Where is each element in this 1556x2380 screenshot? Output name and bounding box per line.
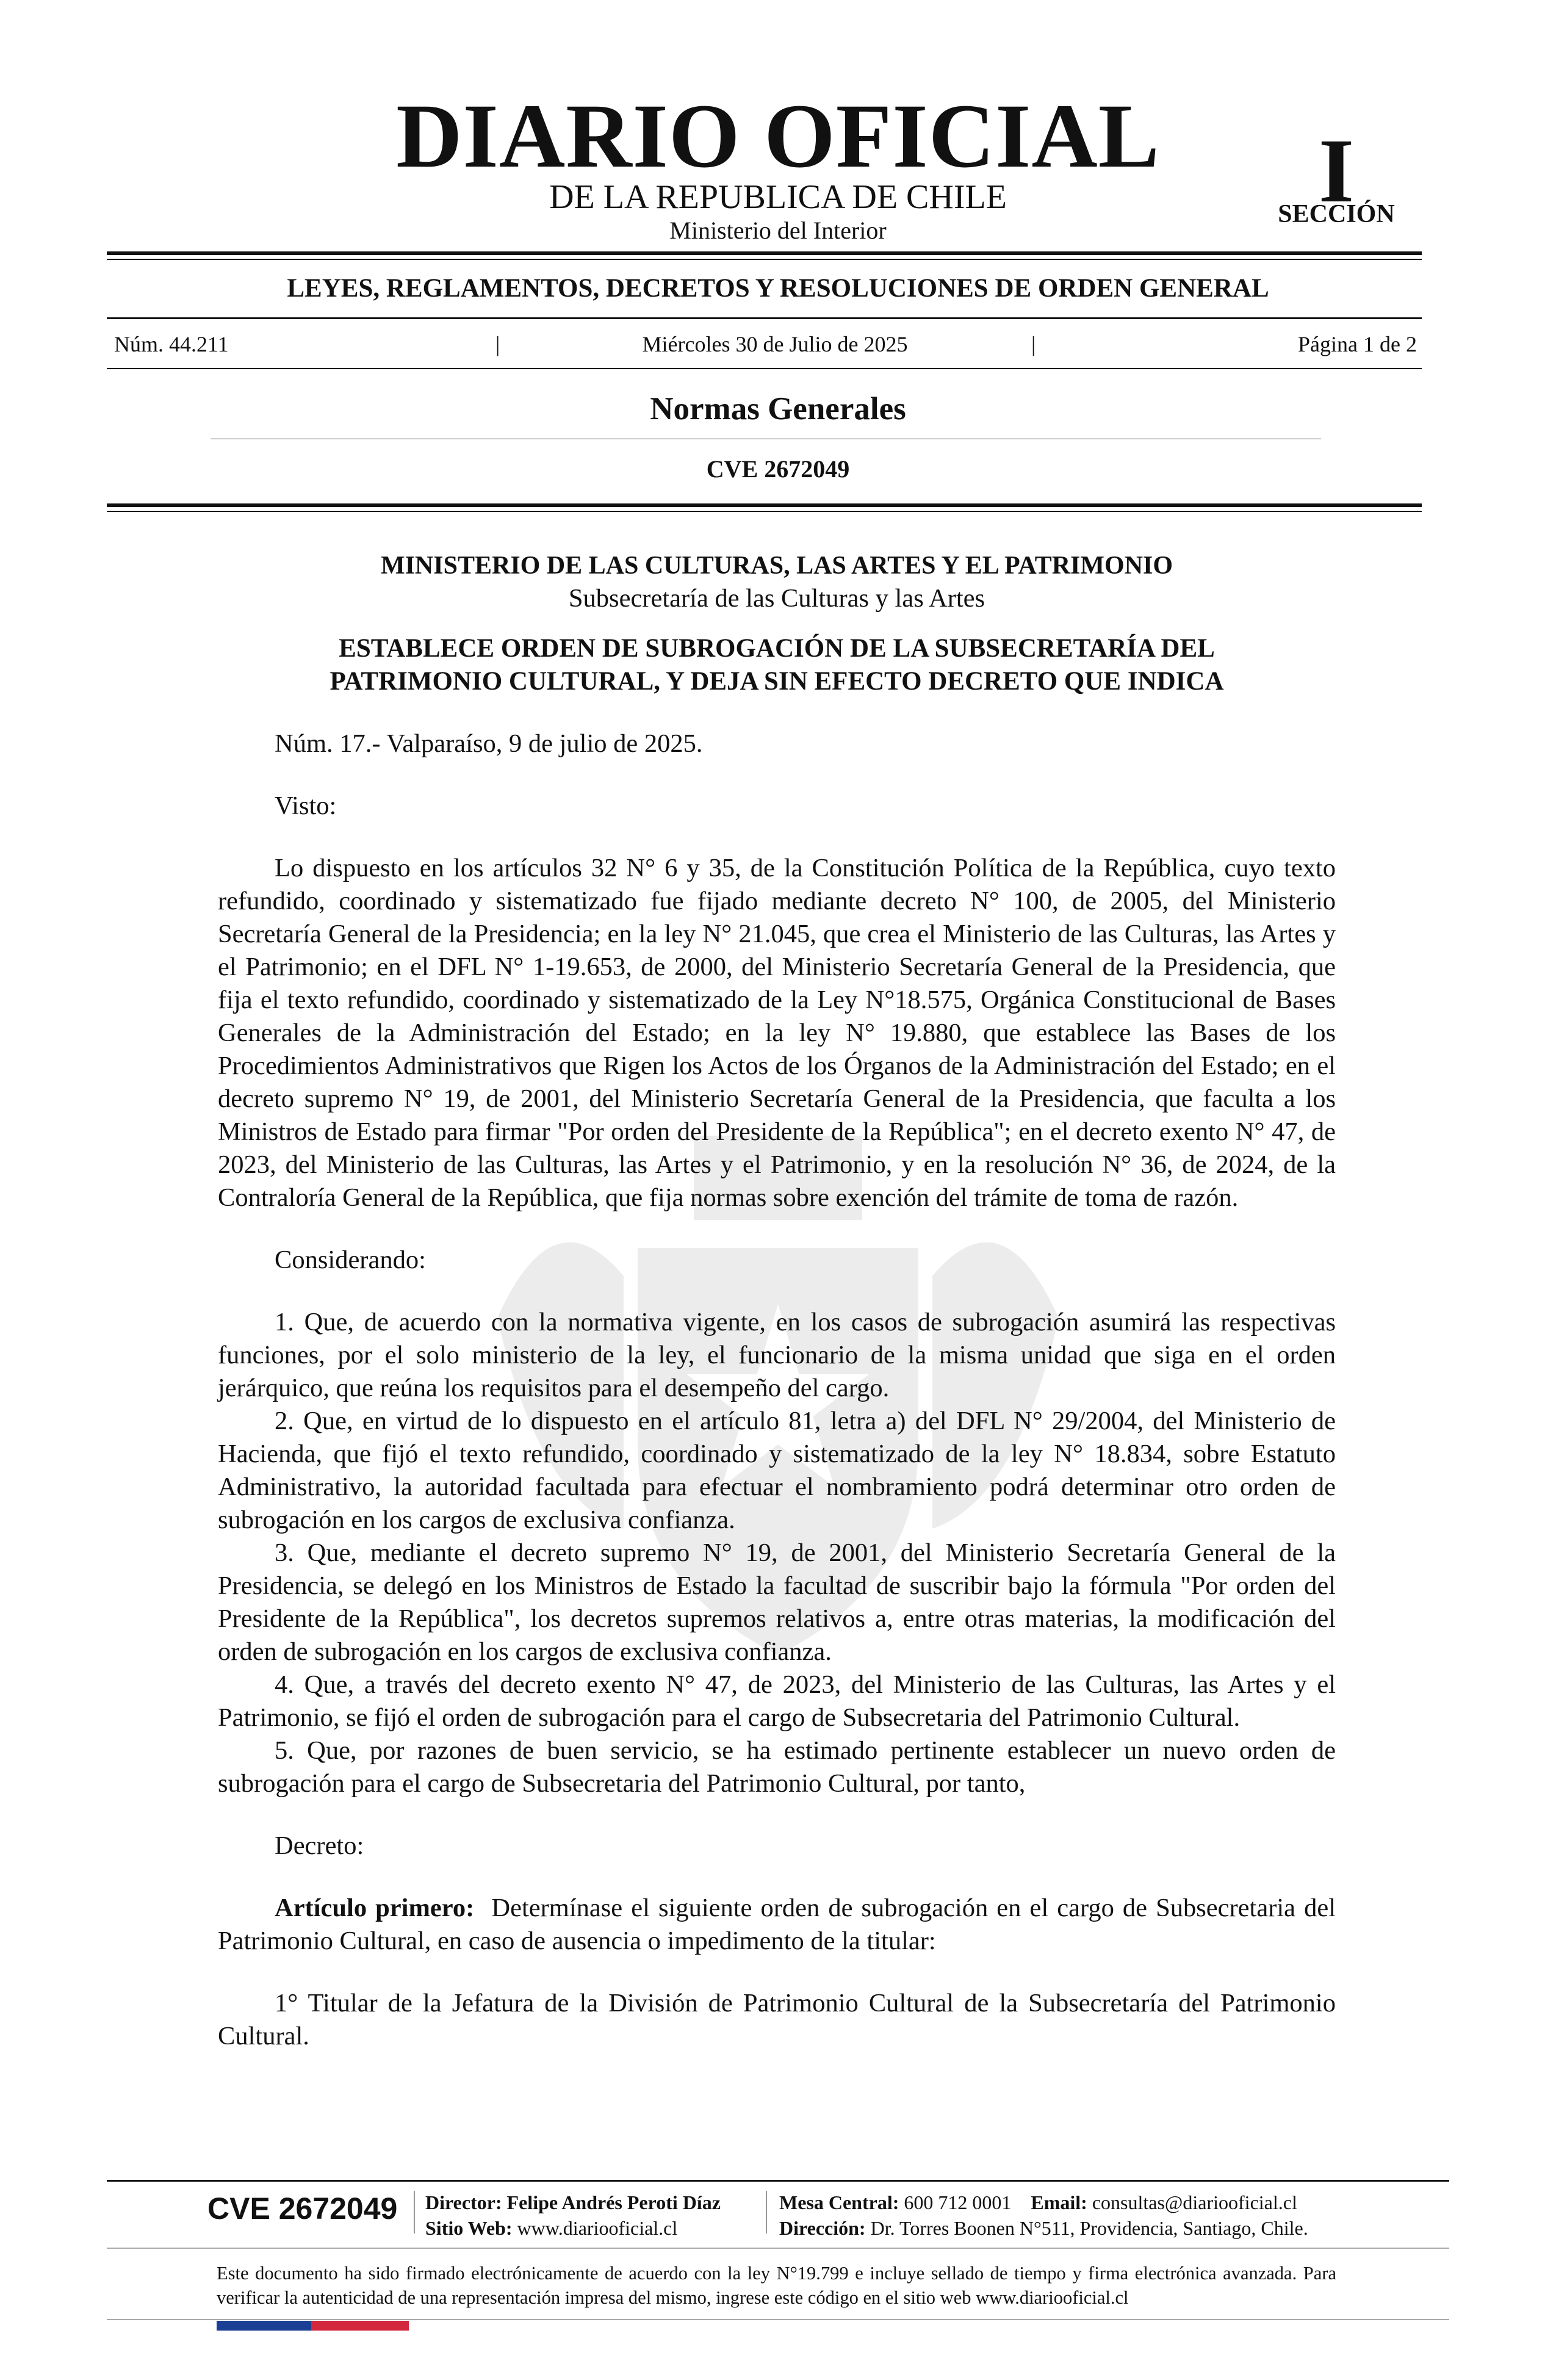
mesa-label: Mesa Central: <box>779 2191 899 2213</box>
section-number: I <box>1318 120 1355 222</box>
email-link[interactable]: consultas@diariooficial.cl <box>1092 2191 1297 2213</box>
address-label: Dirección: <box>779 2217 866 2239</box>
considerando-item: 2. Que, en virtud de lo dispuesto en el artículo 81, letra a) del DFL N° 29/2004, del Ministerio de Hacienda, que fijó el texto refundido, coordinado y sistematizado de la ley N° 18.834, sobre Estatuto Administrativo, la autoridad facultada para efectuar el nombramiento podrá determinar otro orden de subrogación en los cargos de exclusiva confianza. <box>218 1407 1336 1534</box>
address: Dr. Torres Boonen N°511, Providencia, Santiago, Chile. <box>870 2217 1308 2239</box>
considerando-label: Considerando: <box>275 1246 426 1274</box>
masthead-rule-top <box>107 251 1422 255</box>
page-number: Página 1 de 2 <box>1298 332 1417 356</box>
banner-rule <box>107 317 1422 319</box>
director-name: Felipe Andrés Peroti Díaz <box>506 2191 721 2213</box>
email-label: Email: <box>1031 2191 1087 2213</box>
mesa-phone: 600 712 0001 <box>904 2191 1012 2213</box>
footer-rule-bottom <box>107 2319 1449 2320</box>
footer-contact-block <box>779 2190 1308 2241</box>
cve-code: CVE 2672049 <box>706 455 850 483</box>
masthead-title: DIARIO OFICIAL <box>396 85 1160 187</box>
visto-text: Lo dispuesto en los artículos 32 N° 6 y 35, de la Constitución Política de la República, cuyo texto refundido, coordinado y sistematizado fue fijado mediante decreto N° 100, de 2005, del Ministerio Secretaría General de la Presidencia; en la ley N° 21.045, que crea el Ministerio de las Culturas, las Artes y el Patrimonio; en el DFL N° 1-19.653, de 2000, del Ministerio Secretaría General de la Presidencia, que fija el texto refundido, coordinado y sistematizado de la Ley N°18.575, Orgánica Constitucional de Bases Generales de la Administración del Estado; en la ley N° 19.880, que establece las Bases de los Procedimientos Administrativos que Rigen los Actos de los Órganos de la Administración del Estado; en el decreto supremo N° 19, de 2001, del Ministerio Secretaría General de la Presidencia, que faculta a los Ministros de Estado para firmar "Por orden del Presidente de la República"; en el decreto exento N° 47, de 2023, del Ministerio de las Culturas, las Artes y el Patrimonio, y en la resolución N° 36, de 2024, de la Contraloría General de la República, que fija normas sobre exención del trámite de toma de razón. <box>218 854 1336 1212</box>
section-label: SECCIÓN <box>1278 200 1395 228</box>
footer-rule-lower <box>107 2248 1449 2249</box>
footer-divider <box>766 2191 767 2234</box>
articulo-label: Artículo primero: <box>275 1894 475 1922</box>
footer-cve-code: CVE 2672049 <box>207 2191 398 2226</box>
articulo-text: Determínase el siguiente orden de subrogación en el cargo de Subsecretaria del Patrimonio Cultural, en caso de ausencia o impedimento de la titular: <box>218 1894 1336 1955</box>
header-rule-thick <box>107 503 1422 507</box>
articulo-primero <box>218 1892 1336 1958</box>
footer-signature-note: Este documento ha sido firmado electrónicamente de acuerdo con la ley N°19.799 e incluye sellado de tiempo y firma electrónica avanzada. Para verificar la autenticidad de una representación impresa del mismo, ingrese este código en el sitio web www.diariooficial.cl <box>217 2263 1336 2308</box>
header-rule-thin <box>107 511 1422 512</box>
considerando-item: 3. Que, mediante el decreto supremo N° 19, de 2001, del Ministerio Secretaría General de la Presidencia, se delegó en los Ministros de Estado la facultad de suscribir bajo la fórmula "Por orden del Presidente de la República", los decretos supremos relativos a, entre otras materias, la modificación del orden de subrogación en los cargos de exclusiva confianza. <box>218 1538 1336 1666</box>
considerando-item: 5. Que, por razones de buen servicio, se ha estimado pertinente establecer un nuevo orden de subrogación para el cargo de Subsecretaria del Patrimonio Cultural, por tanto, <box>218 1736 1336 1798</box>
category-banner: LEYES, REGLAMENTOS, DECRETOS Y RESOLUCIONES DE ORDEN GENERAL <box>287 274 1269 303</box>
document-title-line: PATRIMONIO CULTURAL, Y DEJA SIN EFECTO DECRETO QUE INDICA <box>330 667 1224 696</box>
info-separator: | <box>1031 332 1036 356</box>
issue-date: Miércoles 30 de Julio de 2025 <box>642 332 908 356</box>
considerando-item: 4. Que, a través del decreto exento N° 47, de 2023, del Ministerio de las Culturas, las Artes y el Patrimonio, se fijó el orden de subrogación para el cargo de Subsecretaria del Patrimonio Cultural. <box>218 1670 1336 1732</box>
document-title <box>218 632 1336 698</box>
decreto-label: Decreto: <box>275 1831 364 1860</box>
document-title-line: ESTABLECE ORDEN DE SUBROGACIÓN DE LA SUBSECRETARÍA DEL <box>339 634 1215 663</box>
masthead-rule-thin <box>107 259 1422 260</box>
footer-director-block <box>425 2190 721 2241</box>
flag-bar-red <box>311 2321 409 2331</box>
flag-bar-blue <box>217 2321 311 2331</box>
issue-number: Núm. 44.211 <box>114 332 229 356</box>
issuing-subsecretaria: Subsecretaría de las Culturas y las Artes <box>568 584 985 613</box>
masthead-subtitle: DE LA REPUBLICA DE CHILE <box>549 178 1007 216</box>
footer-rule <box>107 2180 1449 2182</box>
section-title: Normas Generales <box>650 391 906 427</box>
issuing-ministry: MINISTERIO DE LAS CULTURAS, LAS ARTES Y EL PATRIMONIO <box>380 552 1173 580</box>
info-separator: | <box>495 332 500 356</box>
decree-number-date: Núm. 17.- Valparaíso, 9 de julio de 2025. <box>275 729 703 758</box>
footer-divider <box>414 2191 415 2234</box>
visto-label: Visto: <box>275 792 337 820</box>
masthead-ministry: Ministerio del Interior <box>669 217 887 244</box>
web-label: Sitio Web: <box>425 2217 513 2239</box>
subrogation-item: 1° Titular de la Jefatura de la División de Patrimonio Cultural de la Subsecretaría del Patrimonio Cultural. <box>218 1989 1336 2050</box>
document-body <box>218 549 1336 2053</box>
considerando-item: 1. Que, de acuerdo con la normativa vigente, en los casos de subrogación asumirá las respectivas funciones, por el solo ministerio de la ley, el funcionario de la misma unidad que siga en el orden jerárquico, que reúna los requisitos para el desempeño del cargo. <box>218 1308 1336 1402</box>
web-link[interactable]: www.diariooficial.cl <box>517 2217 678 2239</box>
director-label: Director: <box>425 2191 502 2213</box>
info-rule <box>107 368 1422 369</box>
section-title-rule <box>211 438 1321 439</box>
